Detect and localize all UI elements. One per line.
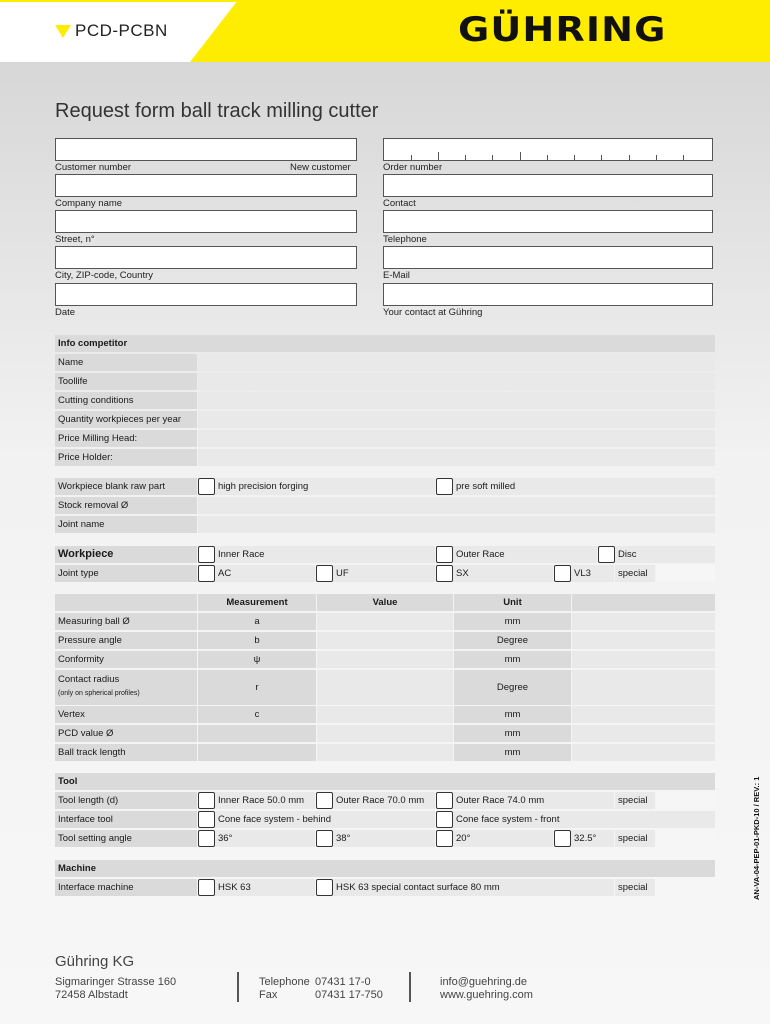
measurement-header-row — [55, 594, 715, 611]
interface-machine-label: Interface machine — [55, 879, 197, 896]
info-name-label: Name — [55, 354, 197, 371]
pressure-angle-unit: Degree — [454, 632, 571, 649]
info-quantity-input[interactable] — [198, 411, 715, 428]
customer-number-field[interactable] — [55, 138, 357, 161]
high-precision-forging-checkbox[interactable] — [198, 478, 215, 495]
vertex-symbol: c — [198, 706, 316, 723]
hsk63-label: HSK 63 — [215, 879, 315, 896]
workpiece-title: Workpiece — [55, 546, 197, 563]
hsk63-special-checkbox[interactable] — [316, 879, 333, 896]
angle-36-checkbox[interactable] — [198, 830, 215, 847]
table-row — [55, 516, 715, 533]
table-row — [55, 373, 715, 390]
table-row — [55, 632, 715, 649]
footer-tel: 07431 17-0 — [315, 976, 371, 988]
cone-behind-label: Cone face system - behind — [215, 811, 435, 828]
footer-street: Sigmaringer Strasse 160 — [55, 976, 177, 988]
measurement-header-blank — [572, 594, 715, 611]
order-number-tick — [574, 155, 575, 160]
inner-race-checkbox[interactable] — [198, 546, 215, 563]
outer-race-74-checkbox[interactable] — [436, 792, 453, 809]
date-label: Date — [55, 307, 76, 318]
info-competitor-header — [55, 335, 715, 352]
table-row — [55, 651, 715, 668]
angle-32-5-label: 32.5° — [571, 830, 614, 847]
angle-38-checkbox[interactable] — [316, 830, 333, 847]
joint-type-label: Joint type — [55, 565, 197, 582]
machine-special-label: special — [615, 879, 655, 896]
table-row — [55, 565, 715, 582]
inner-race-50-label: Inner Race 50.0 mm — [215, 792, 315, 809]
joint-name-input[interactable] — [198, 516, 715, 533]
stock-removal-label: Stock removal Ø — [55, 497, 197, 514]
conformity-value[interactable] — [317, 651, 453, 668]
ball-track-length-unit: mm — [454, 744, 571, 761]
contact-radius-unit: Degree — [454, 670, 571, 705]
conformity-label: Conformity — [55, 651, 197, 668]
vertex-label: Vertex — [55, 706, 197, 723]
high-precision-forging-label: high precision forging — [215, 478, 435, 495]
order-number-tick — [438, 152, 439, 160]
table-row — [55, 411, 715, 428]
email-field[interactable] — [383, 246, 713, 269]
outer-race-70-label: Outer Race 70.0 mm — [333, 792, 435, 809]
pcd-value-label: PCD value Ø — [55, 725, 197, 742]
footer-company: Gühring KG — [55, 953, 135, 970]
angle-20-label: 20° — [453, 830, 553, 847]
date-field[interactable] — [55, 283, 357, 306]
table-row — [55, 879, 715, 896]
footer-email[interactable]: info@guehring.de — [440, 976, 528, 988]
footer-fax: 07431 17-750 — [315, 989, 383, 1001]
pcd-pcbn-logo-text: PCD-PCBN — [75, 21, 168, 40]
info-price-head-label: Price Milling Head: — [55, 430, 197, 447]
contact-radius-note: (only on spherical profiles) — [58, 690, 140, 697]
cone-front-checkbox[interactable] — [436, 811, 453, 828]
vertex-unit: mm — [454, 706, 571, 723]
info-price-head-input[interactable] — [198, 430, 715, 447]
info-competitor-title: Info competitor — [55, 335, 715, 352]
vl3-checkbox[interactable] — [554, 565, 571, 582]
pressure-angle-value[interactable] — [317, 632, 453, 649]
special-label: special — [615, 565, 655, 582]
ac-checkbox[interactable] — [198, 565, 215, 582]
joint-name-label: Joint name — [55, 516, 197, 533]
pre-soft-milled-checkbox[interactable] — [436, 478, 453, 495]
your-contact-field[interactable] — [383, 283, 713, 306]
company-name-field[interactable] — [55, 174, 357, 197]
table-row — [55, 811, 715, 828]
footer-divider — [237, 972, 239, 1002]
ball-track-length-value[interactable] — [317, 744, 453, 761]
order-number-tick — [492, 155, 493, 160]
angle-38-label: 38° — [333, 830, 435, 847]
guhring-logo: GÜHRING — [458, 10, 667, 50]
disc-label: Disc — [615, 546, 715, 563]
pre-soft-milled-label: pre soft milled — [453, 478, 715, 495]
triangle-icon — [55, 25, 71, 38]
city-label: City, ZIP-code, Country — [55, 270, 154, 281]
machine-title: Machine — [55, 860, 715, 877]
machine-special-input[interactable] — [656, 879, 715, 896]
order-number-field[interactable] — [383, 138, 713, 161]
table-row — [55, 613, 715, 630]
table-row — [55, 744, 715, 761]
table-row — [55, 478, 715, 495]
hsk63-special-label: HSK 63 special contact surface 80 mm — [333, 879, 614, 896]
contact-radius-label: Contact radius — [58, 674, 120, 685]
sx-label: SX — [453, 565, 553, 582]
tool-length-special-label: special — [615, 792, 655, 809]
info-toollife-input[interactable] — [198, 373, 715, 390]
info-cutting-label: Cutting conditions — [55, 392, 197, 409]
order-number-tick — [601, 155, 602, 160]
footer-tel-label: Telephone — [259, 976, 310, 988]
pcd-value-unit: mm — [454, 725, 571, 742]
street-label: Street, n° — [55, 234, 95, 245]
stock-removal-input[interactable] — [198, 497, 715, 514]
measurement-header-blank — [55, 594, 197, 611]
vl3-label: VL3 — [571, 565, 614, 582]
ac-label: AC — [215, 565, 315, 582]
angle-20-checkbox[interactable] — [436, 830, 453, 847]
table-row — [55, 706, 715, 723]
tool-header — [55, 773, 715, 790]
table-row — [55, 497, 715, 514]
conformity-unit: mm — [454, 651, 571, 668]
tool-length-special-input[interactable] — [656, 792, 715, 809]
table-row — [55, 725, 715, 742]
page-header — [0, 0, 770, 62]
angle-special-input[interactable] — [656, 830, 715, 847]
pcd-value-note[interactable] — [572, 725, 715, 742]
table-row — [55, 354, 715, 371]
col-unit: Unit — [454, 594, 571, 611]
vertex-note[interactable] — [572, 706, 715, 723]
measuring-ball-symbol: a — [198, 613, 316, 630]
order-number-tick — [547, 155, 548, 160]
info-price-holder-input[interactable] — [198, 449, 715, 466]
pcd-pcbn-logo — [55, 21, 168, 41]
pressure-angle-note[interactable] — [572, 632, 715, 649]
tool-title: Tool — [55, 773, 715, 790]
info-name-input[interactable] — [198, 354, 715, 371]
contact-field[interactable] — [383, 174, 713, 197]
table-row — [55, 546, 715, 563]
contact-radius-symbol: r — [198, 670, 316, 705]
table-row — [55, 449, 715, 466]
table-row — [55, 792, 715, 809]
table-row — [55, 392, 715, 409]
measuring-ball-value[interactable] — [317, 613, 453, 630]
your-contact-label: Your contact at Gühring — [383, 307, 483, 318]
contact-label: Contact — [383, 198, 416, 209]
telephone-label: Telephone — [383, 234, 427, 245]
new-customer-label: New customer — [290, 162, 351, 173]
page-title: Request form ball track milling cutter — [55, 100, 379, 122]
footer-city: 72458 Albstadt — [55, 989, 128, 1001]
angle-36-label: 36° — [215, 830, 315, 847]
pcd-value-value[interactable] — [317, 725, 453, 742]
customer-number-label: Customer number — [55, 162, 132, 173]
ball-track-length-label: Ball track length — [55, 744, 197, 761]
outer-race-70-checkbox[interactable] — [316, 792, 333, 809]
conformity-note[interactable] — [572, 651, 715, 668]
order-number-tick — [656, 155, 657, 160]
cone-behind-checkbox[interactable] — [198, 811, 215, 828]
telephone-field[interactable] — [383, 210, 713, 233]
email-label: E-Mail — [383, 270, 410, 281]
inner-race-50-checkbox[interactable] — [198, 792, 215, 809]
outer-race-checkbox[interactable] — [436, 546, 453, 563]
pcd-value-symbol — [198, 725, 316, 742]
info-toollife-label: Toollife — [55, 373, 197, 390]
angle-32-5-checkbox[interactable] — [554, 830, 571, 847]
street-field[interactable] — [55, 210, 357, 233]
ball-track-length-note[interactable] — [572, 744, 715, 761]
inner-race-label: Inner Race — [215, 546, 435, 563]
uf-label: UF — [333, 565, 435, 582]
hsk63-checkbox[interactable] — [198, 879, 215, 896]
table-row — [55, 830, 715, 847]
workpiece-blank-label: Workpiece blank raw part — [55, 478, 197, 495]
order-number-tick — [520, 152, 521, 160]
outer-race-label: Outer Race — [453, 546, 597, 563]
order-number-tick — [629, 155, 630, 160]
ball-track-length-symbol — [198, 744, 316, 761]
tool-length-label: Tool length (d) — [55, 792, 197, 809]
footer-divider — [409, 972, 411, 1002]
contact-radius-cell — [55, 670, 197, 705]
joint-special-input[interactable] — [656, 565, 715, 582]
sx-checkbox[interactable] — [436, 565, 453, 582]
info-quantity-label: Quantity workpieces per year — [55, 411, 197, 428]
conformity-symbol: ψ — [198, 651, 316, 668]
order-number-tick — [465, 155, 466, 160]
vertex-value[interactable] — [317, 706, 453, 723]
setting-angle-label: Tool setting angle — [55, 830, 197, 847]
order-number-tick — [411, 155, 412, 160]
angle-special-label: special — [615, 830, 655, 847]
footer-fax-label: Fax — [259, 989, 278, 1001]
cone-front-label: Cone face system - front — [453, 811, 715, 828]
interface-tool-label: Interface tool — [55, 811, 197, 828]
document-code: AN-VA-04-PEP-01-PKD-10 / REV.: 1 — [752, 776, 761, 900]
city-field[interactable] — [55, 246, 357, 269]
contact-radius-note-input[interactable] — [572, 670, 715, 705]
pressure-angle-symbol: b — [198, 632, 316, 649]
table-row — [55, 670, 715, 705]
info-price-holder-label: Price Holder: — [55, 449, 197, 466]
disc-checkbox[interactable] — [598, 546, 615, 563]
measuring-ball-label: Measuring ball Ø — [55, 613, 197, 630]
outer-race-74-label: Outer Race 74.0 mm — [453, 792, 614, 809]
order-number-tick — [683, 155, 684, 160]
table-row — [55, 430, 715, 447]
footer-web[interactable]: www.guehring.com — [440, 989, 533, 1001]
pressure-angle-label: Pressure angle — [55, 632, 197, 649]
uf-checkbox[interactable] — [316, 565, 333, 582]
order-number-label: Order number — [383, 162, 443, 173]
company-name-label: Company name — [55, 198, 123, 209]
contact-radius-value[interactable] — [317, 670, 453, 705]
col-measurement: Measurement — [198, 594, 316, 611]
info-cutting-input[interactable] — [198, 392, 715, 409]
measuring-ball-note[interactable] — [572, 613, 715, 630]
col-value: Value — [317, 594, 453, 611]
machine-header — [55, 860, 715, 877]
measuring-ball-unit: mm — [454, 613, 571, 630]
